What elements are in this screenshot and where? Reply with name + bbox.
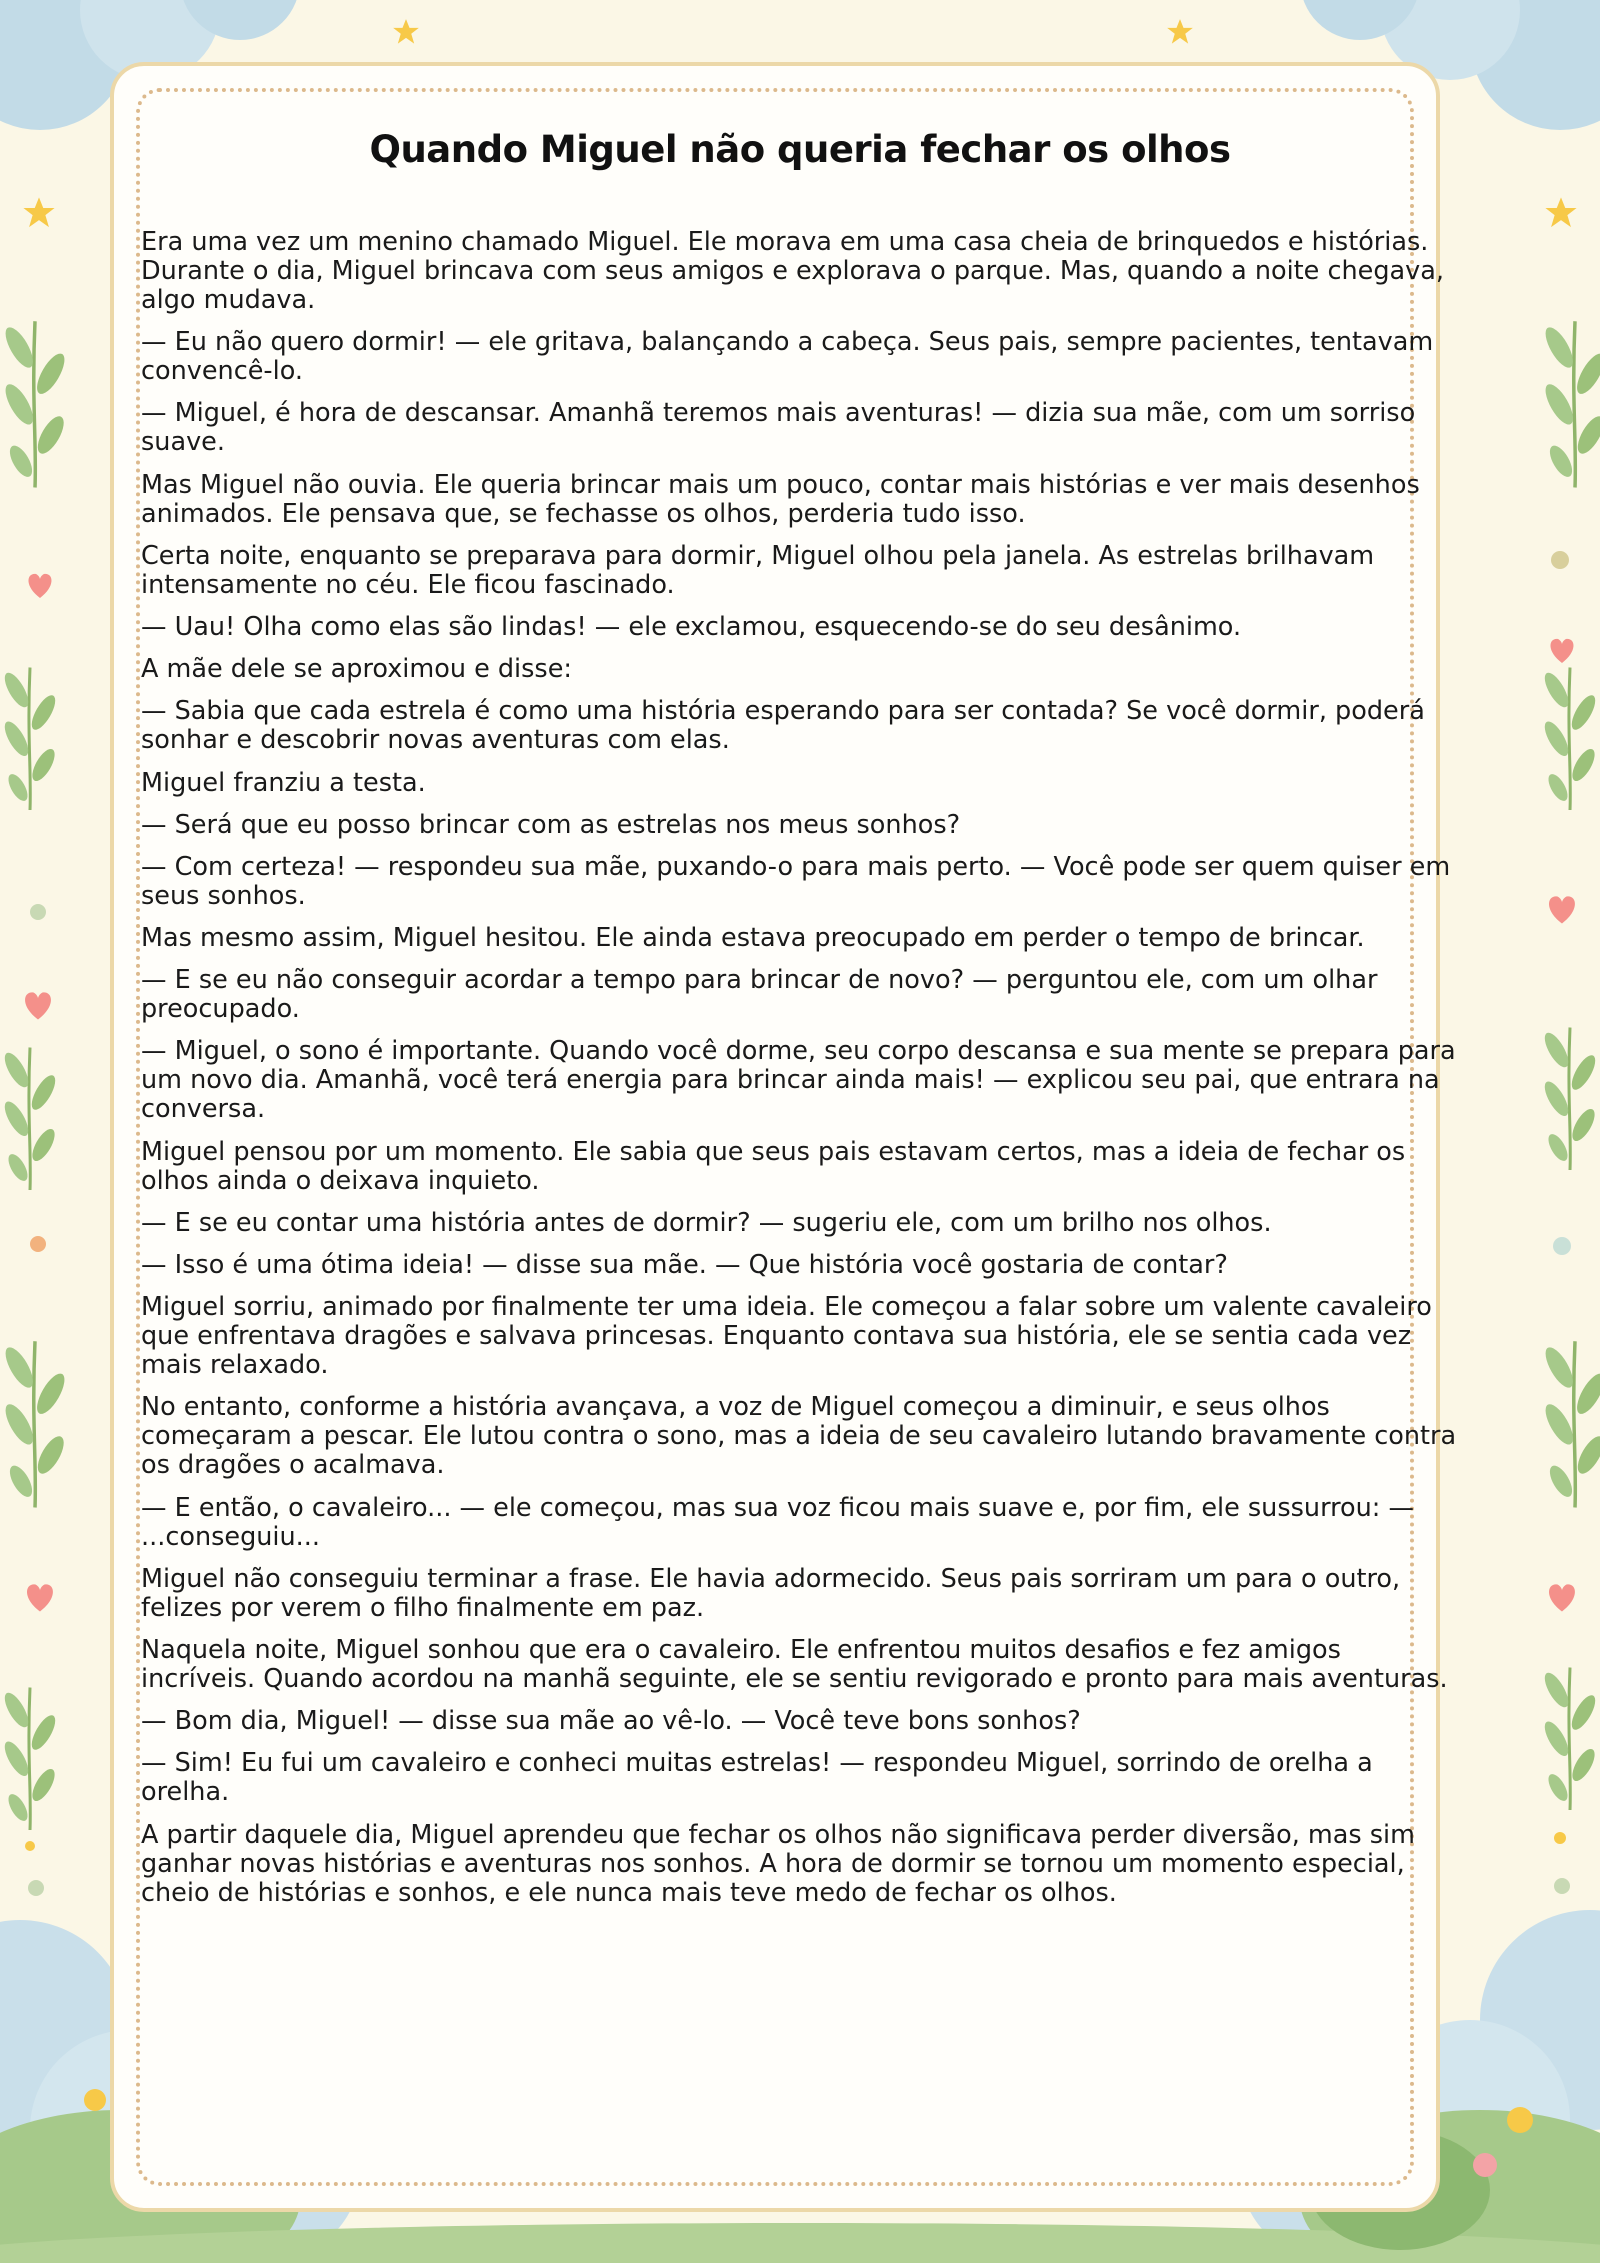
paragraph: Miguel pensou por um momento. Ele sabia que seus pais estavam certos, mas a ideia de fechar os olhos ainda o deixava inquieto. xyxy=(141,1136,1406,1196)
paragraph: — E se eu não conseguir acordar a tempo para brincar de novo? — perguntou ele, com um olhar preocupado. xyxy=(141,965,1378,1025)
leaf-branch-icon xyxy=(1540,321,1600,487)
leaf-branch-icon xyxy=(1540,1028,1599,1171)
heart-icon xyxy=(27,1584,53,1611)
leaf-branch-icon xyxy=(0,1341,69,1507)
paragraph: Mas Miguel não ouvia. Ele queria brincar mais um pouco, contar mais histórias e ver mais desenhos animados. Ele pensava que, se fechasse os olhos, perderia tudo isso. xyxy=(141,469,1420,529)
paragraph: Naquela noite, Miguel sonhou que era o cavaleiro. Ele enfrentou muitos desafios e fez amigos incríveis. Quando acordou na manhã seguinte, ele se sentiu revigorado e pronto para mais aventuras. xyxy=(141,1634,1448,1694)
paragraph: No entanto, conforme a história avançava, a voz de Miguel começou a diminuir, e seus olhos começaram a pescar. Ele lutou contra o sono, mas a ideia de seu cavaleiro lutando bravamente contra os dragões o acalmava. xyxy=(141,1392,1457,1481)
paragraph: — Miguel, é hora de descansar. Amanhã teremos mais aventuras! — dizia sua mãe, com um sorriso suave. xyxy=(141,398,1416,458)
heart-icon xyxy=(1550,639,1573,663)
heart-icon xyxy=(25,992,51,1019)
paragraph: — Eu não quero dormir! — ele gritava, balançando a cabeça. Seus pais, sempre pacientes, tentavam convencê-lo. xyxy=(141,327,1434,387)
leaf-branch-icon xyxy=(0,1048,59,1191)
paragraph: — Miguel, o sono é importante. Quando você dorme, seu corpo descansa e sua mente se prepara para um novo dia. Amanhã, você terá energia para brincar ainda mais! — explicou seu pai, que entrara na conversa. xyxy=(141,1036,1456,1125)
paragraph: — Sabia que cada estrela é como uma história esperando para ser contada? Se você dormir, poderá sonhar e descobrir novas aventuras com elas. xyxy=(141,696,1425,756)
paragraph: Certa noite, enquanto se preparava para dormir, Miguel olhou pela janela. As estrelas brilhavam intensamente no céu. Ele ficou fascinado. xyxy=(141,540,1375,600)
heart-icon xyxy=(1549,896,1575,923)
star-icon xyxy=(393,19,419,43)
paragraph: Miguel não conseguiu terminar a frase. Ele havia adormecido. Seus pais sorriram um para o outro, felizes por verem o filho finalmente em paz. xyxy=(141,1563,1401,1623)
paragraph: — Com certeza! — respondeu sua mãe, puxando-o para mais perto. — Você pode ser quem quiser em seus sonhos. xyxy=(141,851,1451,911)
paragraph: Miguel sorriu, animado por finalmente ter uma ideia. Ele começou a falar sobre um valente cavaleiro que enfrentava dragões e salvava princesas. Enquanto contava sua história, ele se sentia cada vez mais relaxado. xyxy=(141,1292,1432,1381)
paragraph: — Sim! Eu fui um cavaleiro e conheci muitas estrelas! — respondeu Miguel, sorrindo de orelha a orelha. xyxy=(141,1748,1373,1808)
star-icon xyxy=(1167,19,1193,43)
page-title: Quando Miguel não queria fechar os olhos xyxy=(369,128,1231,171)
leaf-branch-icon xyxy=(0,321,69,487)
paragraph: A partir daquele dia, Miguel aprendeu que fechar os olhos não significava perder diversão, mas sim ganhar novas histórias e aventuras nos sonhos. A hora de dormir se tornou um momento especial, cheio de histórias e sonhos, e ele nunca mais teve medo de fechar os olhos. xyxy=(141,1819,1415,1908)
star-icon xyxy=(23,197,54,227)
star-icon xyxy=(1545,197,1576,227)
leaf-branch-icon xyxy=(1540,1668,1599,1811)
paragraph: — Bom dia, Miguel! — disse sua mãe ao vê-lo. — Você teve bons sonhos? xyxy=(141,1706,1081,1737)
paragraph: A mãe dele se aproximou e disse: xyxy=(141,654,572,685)
paragraph: — E então, o cavaleiro... — ele começou, mas sua voz ficou mais suave e, por fim, ele sussurrou: — ...conseguiu... xyxy=(141,1492,1414,1552)
story-body xyxy=(141,228,1461,1921)
paragraph: — Será que eu posso brincar com as estrelas nos meus sonhos? xyxy=(141,809,961,840)
heart-icon xyxy=(1549,1584,1575,1611)
paragraph: — Uau! Olha como elas são lindas! — ele exclamou, esquecendo-se do seu desânimo. xyxy=(141,611,1242,642)
leaf-branch-icon xyxy=(1540,1341,1600,1507)
paragraph: — E se eu contar uma história antes de dormir? — sugeriu ele, com um brilho nos olhos. xyxy=(141,1207,1272,1238)
paragraph: Miguel franziu a testa. xyxy=(141,767,426,798)
paragraph: Era uma vez um menino chamado Miguel. Ele morava em uma casa cheia de brinquedos e histórias. Durante o dia, Miguel brincava com seus amigos e explorava o parque. Mas, quando a noite chegava, algo mudava. xyxy=(141,227,1444,315)
paragraph: Mas mesmo assim, Miguel hesitou. Ele ainda estava preocupado em perder o tempo de brincar. xyxy=(141,923,1365,954)
heart-icon xyxy=(28,574,51,598)
leaf-branch-icon xyxy=(0,1688,59,1831)
leaf-branch-icon xyxy=(0,668,59,811)
paragraph: — Isso é uma ótima ideia! — disse sua mãe. — Que história você gostaria de contar? xyxy=(141,1250,1228,1280)
leaf-branch-icon xyxy=(1540,668,1599,811)
